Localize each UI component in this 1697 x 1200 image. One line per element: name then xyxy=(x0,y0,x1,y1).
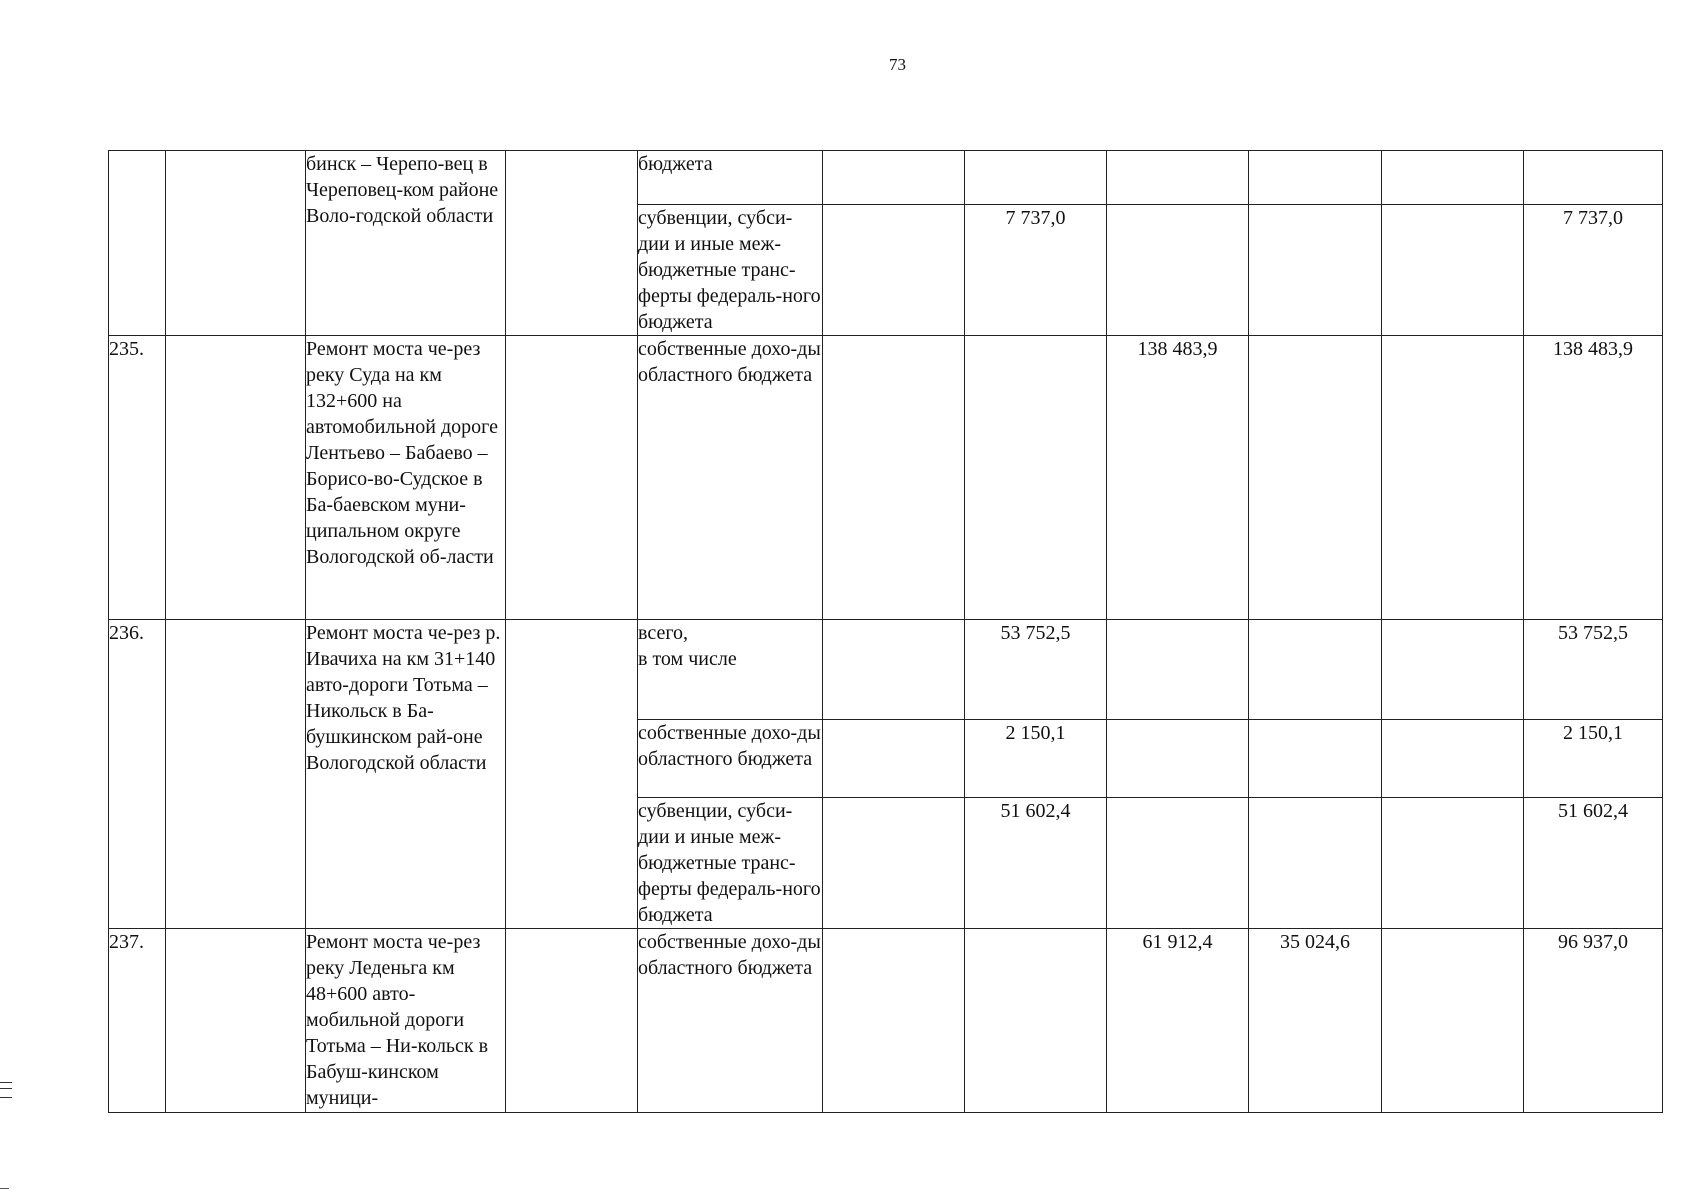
total-cell: 96 937,0 xyxy=(1524,929,1663,1113)
table-row xyxy=(109,336,1663,620)
value-cell xyxy=(965,336,1107,620)
row-number: 236. xyxy=(109,620,166,929)
code-cell xyxy=(166,929,306,1113)
row-number: 237. xyxy=(109,929,166,1113)
funding-source: субвенции, субси-дии и иные меж-бюджетные транс-ферты федераль-ного бюджета xyxy=(638,205,823,336)
value-cell xyxy=(823,151,965,205)
total-cell xyxy=(1524,151,1663,205)
total-cell: 51 602,4 xyxy=(1524,798,1663,929)
value-cell xyxy=(1382,798,1524,929)
table-row xyxy=(109,620,1663,720)
value-cell xyxy=(1107,205,1249,336)
value-cell xyxy=(1107,720,1249,798)
table-row xyxy=(109,929,1663,1113)
total-cell: 7 737,0 xyxy=(1524,205,1663,336)
value-cell xyxy=(1107,620,1249,720)
code-cell xyxy=(166,151,306,336)
value-cell: 51 602,4 xyxy=(965,798,1107,929)
code-cell xyxy=(166,336,306,620)
object-name: Ремонт моста че-рез реку Леденьга км 48+600 авто-мобильной дороги Тотьма – Ни-кольск в Бабуш-кинском муници- xyxy=(306,929,506,1113)
value-cell xyxy=(1249,720,1382,798)
row-number: 235. xyxy=(109,336,166,620)
total-cell: 138 483,9 xyxy=(1524,336,1663,620)
value-cell xyxy=(823,620,965,720)
scan-margin-mark xyxy=(0,1082,12,1098)
value-cell xyxy=(1249,151,1382,205)
code-cell xyxy=(166,620,306,929)
funding-source: субвенции, субси-дии и иные меж-бюджетные транс-ферты федераль-ного бюджета xyxy=(638,798,823,929)
value-cell xyxy=(1107,798,1249,929)
value-cell xyxy=(823,929,965,1113)
budget-table xyxy=(108,150,1663,1113)
value-cell xyxy=(1249,620,1382,720)
value-cell xyxy=(823,720,965,798)
value-cell xyxy=(965,151,1107,205)
value-cell: 138 483,9 xyxy=(1107,336,1249,620)
funding-source: всего, в том числе xyxy=(638,620,823,720)
value-cell xyxy=(823,336,965,620)
value-cell xyxy=(1382,720,1524,798)
total-cell: 53 752,5 xyxy=(1524,620,1663,720)
table-row xyxy=(109,151,1663,205)
value-cell xyxy=(1382,205,1524,336)
blank-cell xyxy=(506,336,638,620)
scan-margin-dash xyxy=(0,1188,9,1189)
value-cell xyxy=(1249,336,1382,620)
value-cell xyxy=(1107,151,1249,205)
value-cell xyxy=(1382,151,1524,205)
value-cell xyxy=(965,929,1107,1113)
value-cell: 35 024,6 xyxy=(1249,929,1382,1113)
blank-cell xyxy=(506,929,638,1113)
funding-source: собственные дохо-ды областного бюджета xyxy=(638,929,823,1113)
value-cell xyxy=(1382,620,1524,720)
value-cell: 7 737,0 xyxy=(965,205,1107,336)
row-number-cell xyxy=(109,151,166,336)
object-name: бинск – Черепо-вец в Череповец-ком районе Воло-годской области xyxy=(306,151,506,336)
object-name: Ремонт моста че-рез реку Суда на км 132+600 на автомобильной дороге Лентьево – Бабаево – Борисо-во-Судское в Ба-баевском муни-ципальном округе Вологодской об-ласти xyxy=(306,336,506,620)
value-cell xyxy=(1382,929,1524,1113)
object-name: Ремонт моста че-рез р. Ивачиха на км 31+140 авто-дороги Тотьма – Никольск в Ба-бушкинском рай-оне Вологодской области xyxy=(306,620,506,929)
value-cell: 61 912,4 xyxy=(1107,929,1249,1113)
funding-source: собственные дохо-ды областного бюджета xyxy=(638,336,823,620)
value-cell xyxy=(1249,798,1382,929)
blank-cell xyxy=(506,151,638,336)
value-cell xyxy=(823,798,965,929)
value-cell: 53 752,5 xyxy=(965,620,1107,720)
value-cell: 2 150,1 xyxy=(965,720,1107,798)
blank-cell xyxy=(506,620,638,929)
page-number: 73 xyxy=(889,55,906,74)
value-cell xyxy=(1249,205,1382,336)
value-cell xyxy=(823,205,965,336)
funding-source: бюджета xyxy=(638,151,823,205)
value-cell xyxy=(1382,336,1524,620)
total-cell: 2 150,1 xyxy=(1524,720,1663,798)
funding-source: собственные дохо-ды областного бюджета xyxy=(638,720,823,798)
